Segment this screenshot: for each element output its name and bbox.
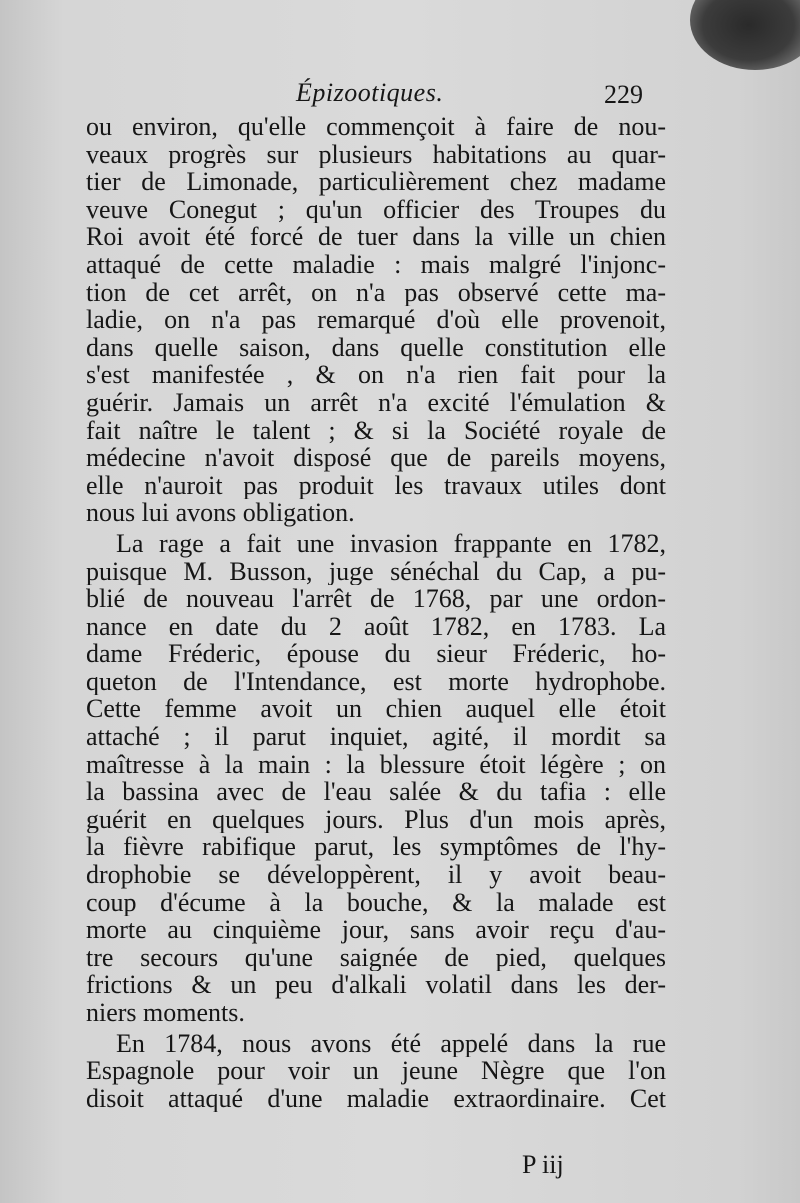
text-line: queton de l'Intendance, est morte hydrophobe.	[86, 667, 666, 696]
text-line: médecine n'avoit disposé que de pareils moyens,	[86, 444, 666, 472]
text-line: guérir. Jamais un arrêt n'a excité l'émulation &	[86, 388, 666, 417]
text-line: niers moments.	[86, 999, 245, 1027]
text-line: coup d'écume à la bouche, & la malade est	[86, 888, 666, 917]
text-line: blié de nouveau l'arrêt de 1768, par une ordon-	[86, 585, 666, 613]
text-line: attaché ; il parut inquiet, agité, il mordit sa	[86, 723, 666, 751]
text-line: la bassina avec de l'eau salée & du tafia : elle	[86, 778, 666, 806]
paragraph-1	[86, 113, 666, 527]
text-line: elle n'auroit pas produit les travaux utiles dont	[86, 471, 666, 500]
text-line: tier de Limonade, particulièrement chez madame	[86, 168, 666, 196]
page-number: 229	[604, 80, 643, 109]
text-line: Roi avoit été forcé de tuer dans la ville un chien	[86, 223, 666, 251]
text-line: nous lui avons obligation.	[86, 499, 355, 527]
text-line: Espagnole pour voir un jeune Nègre que l'on	[86, 1057, 666, 1085]
signature-mark: P iij	[522, 1150, 564, 1179]
text-line: frictions & un peu d'alkali volatil dans les der-	[86, 971, 666, 999]
text-line: La rage a fait une invasion frappante en 1782,	[116, 529, 666, 558]
text-line: tre secours qu'une saignée de pied, quelques	[86, 943, 666, 972]
text-line: nance en date du 2 août 1782, en 1783. La	[86, 612, 666, 641]
text-line: disoit attaqué d'une maladie extraordinaire. Cet	[86, 1084, 666, 1113]
text-line: tion de cet arrêt, on n'a pas observé cette ma-	[86, 278, 666, 307]
text-line: maîtresse à la main : la blessure étoit légère ; on	[86, 750, 666, 779]
paragraph-3	[86, 1030, 666, 1113]
text-line: veaux progrès sur plusieurs habitations au quar-	[86, 140, 666, 169]
text-line: drophobie se développèrent, il y avoit beau-	[86, 861, 666, 889]
corner-shadow	[690, 0, 800, 70]
text-line: ladie, on n'a pas remarqué d'où elle provenoit,	[86, 306, 666, 334]
text-line: s'est manifestée , & on n'a rien fait pour la	[86, 361, 666, 389]
text-line: veuve Conegut ; qu'un officier des Troupes du	[86, 195, 666, 224]
text-line: Cette femme avoit un chien auquel elle étoit	[86, 695, 666, 724]
paragraph-2	[86, 530, 666, 1027]
body-text	[86, 113, 666, 1112]
running-head: Épizootiques.	[296, 78, 444, 107]
text-line: En 1784, nous avons été appelé dans la rue	[116, 1029, 666, 1058]
text-line: puisque M. Busson, juge sénéchal du Cap, a pu-	[86, 557, 666, 586]
text-line: ou environ, qu'elle commençoit à faire de nou-	[86, 113, 666, 141]
text-line: dans quelle saison, dans quelle constitution elle	[86, 333, 666, 362]
text-line: morte au cinquième jour, sans avoir reçu d'au-	[86, 916, 666, 944]
text-line: guérit en quelques jours. Plus d'un mois après,	[86, 805, 666, 834]
text-line: fait naître le talent ; & si la Société royale de	[86, 416, 666, 445]
text-line: attaqué de cette maladie : mais malgré l'injonc-	[86, 250, 666, 279]
text-line: dame Fréderic, épouse du sieur Fréderic, ho-	[86, 640, 666, 668]
text-line: la fièvre rabifique parut, les symptômes de l'hy-	[86, 833, 666, 862]
